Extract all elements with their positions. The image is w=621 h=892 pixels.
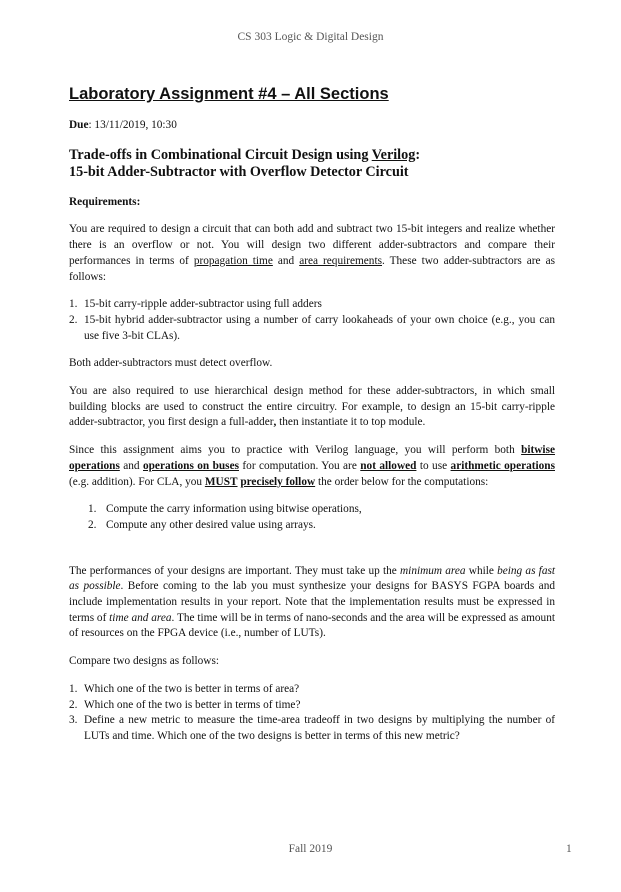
- due-label: Due: [69, 119, 89, 131]
- overflow-paragraph: Both adder-subtractors must detect overflow.: [69, 357, 273, 370]
- precisely-follow-term: precisely follow: [240, 475, 316, 488]
- list-text: 15-bit carry-ripple adder-subtractor using full adders: [84, 298, 322, 311]
- intro-paragraph: [69, 222, 555, 285]
- text: You are also required to use hierarchical design method for these adder-subtractors, in which small building blocks are used to construct the entire circuitry. For example, to design an 15-bit carry-ripple adder-subtractor, you first design a full-adder: [69, 385, 555, 429]
- area-requirements-term: area requirements: [299, 254, 382, 267]
- time-and-area-term: time and area: [109, 611, 172, 624]
- list-text: 15-bit hybrid adder-subtractor using a number of carry lookaheads of your own choice (e.g., you can use five 3-bit CLAs).: [84, 313, 555, 342]
- list-number: 2.: [69, 698, 78, 711]
- compare-list: [69, 682, 555, 745]
- list-text: Compute the carry information using bitwise operations,: [106, 503, 362, 516]
- text: Since this assignment aims you to practice with Verilog language, you will perform both: [69, 444, 522, 457]
- text: to use: [416, 459, 451, 472]
- list-number: 2.: [88, 518, 97, 531]
- list-item: [69, 713, 555, 744]
- arithmetic-operations-term: arithmetic operations: [450, 459, 555, 472]
- subtitle-text: Trade-offs in Combinational Circuit Design using: [69, 146, 372, 163]
- list-item: [69, 297, 555, 313]
- subtitle-line-1: [69, 147, 555, 164]
- fast-as-possible-term: being as fast as possible: [69, 564, 555, 593]
- operations-on-buses-term: operations on buses: [143, 459, 239, 472]
- text: for computation. You are: [238, 459, 361, 472]
- page-number: 1: [566, 843, 572, 855]
- bold-comma: ,: [273, 416, 277, 429]
- list-text: Which one of the two is better in terms of time?: [84, 698, 301, 711]
- hierarchy-paragraph: [69, 384, 555, 431]
- list-number: 1.: [69, 682, 78, 695]
- requirements-heading: Requirements:: [69, 195, 141, 208]
- text: . These two adder-subtractors are as follows:: [69, 254, 555, 283]
- page-footer: Fall 2019: [288, 843, 333, 855]
- minimum-area-term: minimum area: [400, 564, 466, 577]
- list-number: 2.: [69, 313, 78, 326]
- compare-paragraph: Compare two designs as follows:: [69, 655, 219, 668]
- text: (e.g. addition). For CLA, you: [69, 475, 205, 488]
- verilog-paragraph: [69, 443, 555, 490]
- not-allowed-term: not allowed: [360, 459, 417, 472]
- due-value: : 13/11/2019, 10:30: [88, 119, 177, 131]
- text: The performances of your designs are important. They must take up the: [69, 564, 401, 577]
- list-item: [69, 698, 555, 714]
- performance-paragraph: [69, 564, 555, 643]
- subtitle-line-2: 15-bit Adder-Subtractor with Overflow Detector Circuit: [69, 163, 409, 180]
- subtitle-colon: :: [415, 146, 421, 163]
- text: and: [119, 459, 143, 472]
- verilog-link: Verilog: [371, 146, 416, 163]
- subtitle: [69, 147, 555, 181]
- page-title: Laboratory Assignment #4 – All Sections: [69, 85, 389, 103]
- due-date: [69, 118, 555, 134]
- list-item: [69, 682, 555, 698]
- bitwise-operations-term: bitwise operations: [69, 444, 555, 472]
- text: and: [272, 254, 300, 267]
- text: while: [465, 564, 498, 577]
- list-item: [69, 313, 555, 344]
- list-item: [69, 502, 555, 518]
- text: the order below for the computations:: [315, 475, 489, 488]
- text: . The time will be in terms of nano-seconds and the area will be expressed as amount of resources on the FPGA device (i.e., number of LUTs).: [69, 611, 555, 640]
- text: You are required to design a circuit that can both add and subtract two 15-bit integers and realize whether there is an overflow or not. You will design two different adder-subtractors and compare their performances in terms of: [69, 223, 555, 267]
- list-number: 1.: [69, 298, 78, 311]
- list-text: Compute any other desired value using arrays.: [106, 518, 316, 531]
- text: . Before coming to the lab you must synthesize your designs for BASYS FGPA boards and include implementation results in your report. Note that the implementation results must be expressed in terms of: [69, 580, 555, 624]
- must-term: MUST: [204, 475, 238, 488]
- page-header: CS 303 Logic & Digital Design: [237, 31, 384, 43]
- adder-list: [69, 297, 555, 344]
- list-text: Which one of the two is better in terms of area?: [84, 682, 300, 695]
- list-text: Define a new metric to measure the time-area tradeoff in two designs by multiplying the number of LUTs and time. Which one of the two designs is better in terms of this new metric?: [84, 714, 555, 742]
- propagation-time-term: propagation time: [193, 254, 273, 267]
- list-number: 1.: [88, 503, 97, 516]
- list-item: [69, 518, 555, 534]
- document-body: [69, 84, 555, 745]
- list-number: 3.: [69, 714, 78, 727]
- text: then instantiate it to top module.: [276, 416, 426, 429]
- cla-order-list: [69, 502, 555, 533]
